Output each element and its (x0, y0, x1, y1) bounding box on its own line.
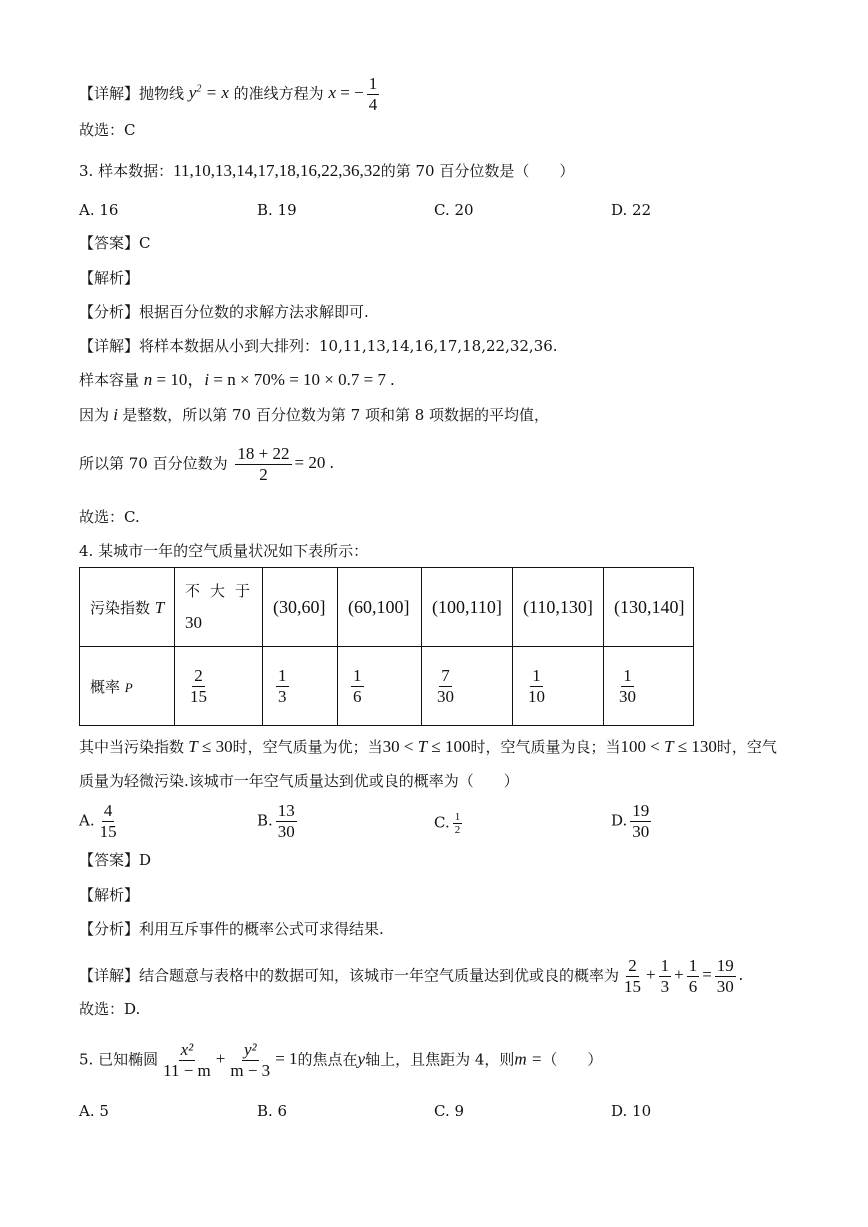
option-frac (630, 801, 651, 842)
q5-option-b: B. 6 (257, 1102, 288, 1120)
table-cell (422, 647, 513, 726)
q5-option-c: C. 9 (434, 1102, 465, 1120)
text: 【详解】结合题意与表格中的数据可知，该城市一年空气质量达到优或良的概率为 (79, 966, 620, 985)
text: 60,100 (354, 596, 404, 617)
frac-num: 13 (277, 801, 295, 820)
frac-num: 1 (368, 74, 378, 93)
text: 【详解】抛物线 (79, 84, 185, 103)
table-row (80, 647, 694, 726)
prob-frac (526, 666, 547, 707)
text: 时，空气 (716, 738, 777, 756)
eq: = 1 (275, 1049, 298, 1069)
formula (232, 444, 334, 484)
frac-den: 2 (454, 824, 461, 836)
prob-frac (617, 666, 638, 707)
table-cell (263, 568, 338, 647)
q3-option-a: A. 16 (79, 201, 119, 219)
option-frac (276, 801, 297, 842)
prob-frac (435, 666, 456, 707)
frac-num: 1 (532, 665, 541, 685)
q5-option-a: A. 5 (79, 1102, 109, 1120)
table-cell (604, 647, 694, 726)
eq: = 20 . (294, 453, 334, 473)
text: 因为 (79, 406, 110, 424)
formula-sum: $\frac{2}{15}$ + $\frac{1}{3}$ + $\frac{1}{6}$ = $\frac{19}{30}$ . (624, 956, 744, 996)
range: (130,140] (614, 596, 685, 617)
text: 其中当污染指数 (79, 738, 185, 756)
q5-stem (79, 1040, 602, 1081)
range: (30,60] (273, 596, 326, 617)
text: 时，空气质量为优；当 (232, 738, 383, 756)
q3-stem (79, 161, 574, 181)
q4-choose: 故选：D. (79, 1000, 141, 1018)
frac-den: 11 − m (163, 1061, 211, 1080)
formula-directrix: x = − $\frac{1}{4}$ (328, 74, 378, 114)
text: 3. 样本数据： (79, 162, 174, 180)
q3-analysis-heading: 【解析】 (79, 269, 140, 287)
choose-line: 故选：C (79, 121, 136, 139)
q3-option-c: C. 20 (434, 201, 474, 219)
text: 污染指数 (90, 598, 151, 617)
frac-num: 2 (194, 665, 203, 685)
table-cell (422, 568, 513, 647)
text: 轴上，且焦距为 4，则 (365, 1050, 515, 1069)
label: B. (257, 811, 273, 830)
text: 100,110 (438, 596, 496, 617)
frac-den: 15 (190, 686, 207, 706)
formula-parabola: $y^2 = x$ (188, 83, 229, 103)
q3-answer: 【答案】C (79, 234, 151, 252)
frac-num: 1 (623, 665, 632, 685)
table-cell (175, 647, 263, 726)
text: 的第 70 百分位数是（ ） (380, 162, 575, 180)
q4-detail (79, 956, 743, 997)
frac-den: 15 (99, 822, 117, 841)
frac-num: 1 (278, 665, 287, 685)
text: 130,140 (620, 596, 679, 617)
prob-frac (276, 666, 289, 707)
text: 是整数，所以第 70 百分位数为第 7 项和第 8 项数据的平均值， (122, 406, 550, 424)
prob-frac (188, 666, 209, 707)
eq: = n × 70% = 10 × 0.7 = 7 . (213, 370, 395, 389)
text: 的焦点在 (297, 1050, 358, 1069)
q4-analysis-heading: 【解析】 (79, 886, 140, 904)
table-row (80, 568, 694, 647)
formula-ellipse: $\frac{\text{x²}}{11 - m}$ + $\frac{\text{y²}}{m - 3}$ = 1 (163, 1040, 298, 1080)
frac-num: 19 (632, 801, 650, 820)
q4-analysis: 【分析】利用互斥事件的概率公式可求得结果. (79, 920, 384, 938)
q3-choose: 故选：C. (79, 508, 140, 526)
table-cell (513, 647, 604, 726)
table-cell (80, 568, 175, 647)
q4-condition-line2: 质量为轻微污染.该城市一年空气质量达到优或良的概率为（ ） (79, 772, 519, 790)
q3-analysis: 【分析】根据百分位数的求解方法求解即可. (79, 303, 369, 321)
frac-num: 1 (454, 811, 461, 823)
var-p: P (124, 679, 133, 695)
frac-num: x² (180, 1040, 194, 1059)
range: (100,110] (432, 596, 502, 617)
frac-den: 3 (278, 686, 287, 706)
table-cell (338, 568, 422, 647)
option-frac (453, 811, 463, 836)
q3-data: 11,10,13,14,17,18,16,22,36,32 (173, 161, 381, 180)
text: 的准线方程为 (233, 84, 324, 103)
label: D. (611, 811, 628, 830)
formula: T ≤ 30 (188, 737, 233, 756)
frac-num: y² (243, 1040, 257, 1059)
option-frac (98, 801, 119, 842)
text: 30,60 (279, 596, 320, 617)
var-t: T (154, 597, 165, 617)
frac-num: 18 + 22 (237, 444, 290, 463)
prob-frac (351, 666, 364, 707)
text: 110,130 (529, 596, 587, 617)
table-cell (338, 647, 422, 726)
eq: = 10 (156, 370, 188, 389)
frac-den: 6 (353, 686, 362, 706)
table-cell (80, 647, 175, 726)
frac-den: 30 (619, 686, 636, 706)
text: 概率 (90, 677, 121, 696)
table-cell (263, 647, 338, 726)
q3-sample-size (79, 370, 394, 390)
formula: n = 10，i = n × 70% = 10 × 0.7 = 7 . (143, 370, 395, 389)
frac-den: 2 (259, 465, 268, 484)
frac-num: 1 (353, 665, 362, 685)
q4-condition (79, 737, 777, 757)
text: 30 (185, 613, 202, 632)
q4-option-d (611, 801, 654, 842)
q4-answer: 【答案】D (79, 851, 152, 869)
q4-stem: 4. 某城市一年的空气质量状况如下表所示： (79, 542, 369, 560)
q3-option-d: D. 22 (611, 201, 652, 219)
text: 所以第 70 百分位数为 (79, 454, 228, 473)
frac-den: 4 (368, 95, 378, 114)
q5-option-d: D. 10 (611, 1102, 652, 1120)
table-cell (513, 568, 604, 647)
air-quality-table (79, 567, 694, 726)
text: 不大于 (185, 582, 261, 600)
text: 样本容量 (79, 371, 140, 389)
detail-parabola-line (79, 74, 382, 115)
frac-den: 10 (528, 686, 545, 706)
var-m: m = (514, 1049, 543, 1069)
range: (110,130] (523, 596, 593, 617)
text: 时，空气质量为良；当 (470, 738, 621, 756)
formula: 30 < T ≤ 100 (382, 737, 471, 756)
label: A. (79, 811, 95, 830)
q3-option-b: B. 19 (257, 201, 297, 219)
text: （ ） (542, 1050, 603, 1069)
q3-detail: 【详解】将样本数据从小到大排列：10,11,13,14,16,17,18,22,32,36. (79, 337, 558, 355)
frac-num: 4 (103, 801, 113, 820)
frac-den: 30 (437, 686, 454, 706)
frac-den: m − 3 (230, 1061, 271, 1080)
frac-num: 7 (441, 665, 450, 685)
q3-because (79, 405, 549, 425)
text: 5. 已知椭圆 (79, 1050, 159, 1069)
label: C. (434, 813, 450, 832)
q3-so (79, 444, 334, 485)
formula: 100 < T ≤ 130 (620, 737, 717, 756)
table-cell (604, 568, 694, 647)
frac-den: 30 (632, 822, 650, 841)
frac-den: 30 (277, 822, 295, 841)
q4-option-a (79, 801, 122, 842)
var-i: i (109, 405, 123, 424)
var-y: y (357, 1049, 366, 1069)
table-cell (175, 568, 263, 647)
q4-option-b (257, 801, 300, 842)
q4-option-c (434, 811, 465, 836)
range: (60,100] (348, 596, 410, 617)
